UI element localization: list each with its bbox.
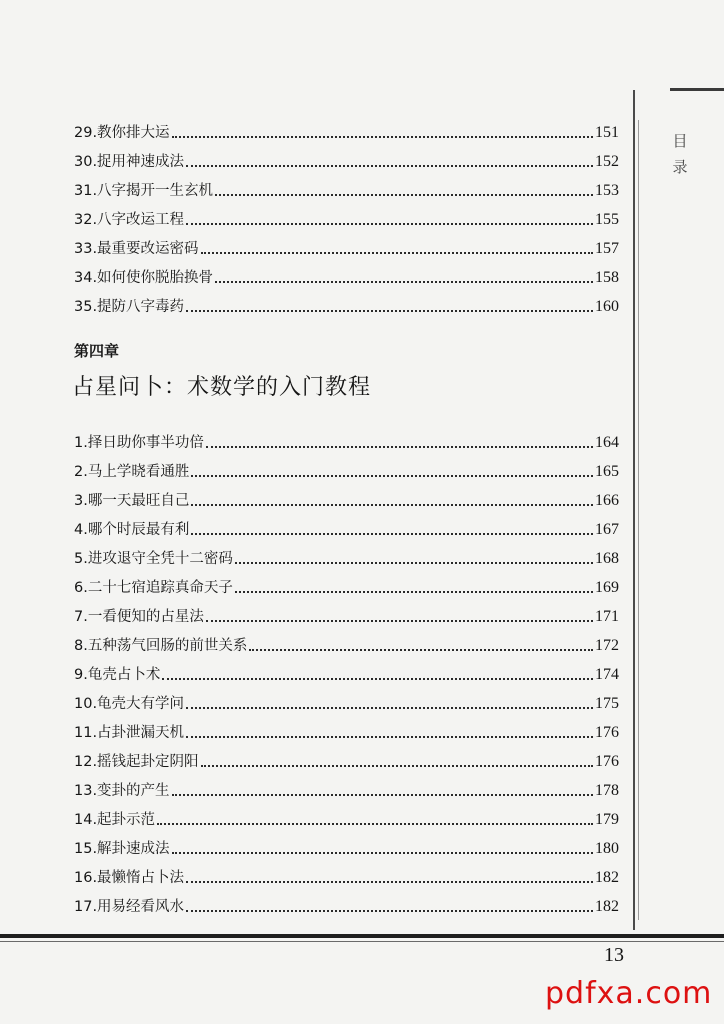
toc-entry-page: 155 — [595, 211, 619, 228]
toc-entry-page: 160 — [595, 298, 619, 315]
dot-leader — [172, 135, 593, 138]
toc-entry — [74, 830, 619, 859]
toc-entry — [74, 230, 619, 259]
toc-entry-title: 14.起卦示范 — [74, 812, 156, 828]
margin-rule-thin — [638, 120, 639, 920]
toc-entry-page: 167 — [595, 521, 619, 538]
toc-entry — [74, 453, 619, 482]
toc-entry — [74, 685, 619, 714]
toc-entry-page: 157 — [595, 240, 619, 257]
toc-entry — [74, 172, 619, 201]
footer-rule-thin — [0, 941, 724, 942]
toc-entry — [74, 859, 619, 888]
toc-entry-title: 6.二十七宿追踪真命天子 — [74, 580, 233, 596]
toc-list-chapter-4 — [74, 424, 619, 917]
toc-entry-page: 171 — [595, 608, 619, 625]
margin-rule — [633, 90, 635, 930]
side-label-char-1: 目 — [672, 132, 688, 150]
side-section-label — [670, 128, 690, 180]
toc-entry-page: 151 — [595, 124, 619, 141]
toc-entry-page: 165 — [595, 463, 619, 480]
dot-leader — [186, 309, 593, 312]
chapter-title: 占星问卜：术数学的入门教程 — [72, 375, 372, 400]
toc-entry-page: 180 — [595, 840, 619, 857]
dot-leader — [186, 880, 593, 883]
dot-leader — [191, 474, 593, 477]
toc-entry-title: 13.变卦的产生 — [74, 783, 170, 799]
dot-leader — [186, 909, 593, 912]
toc-entry-title: 5.进攻退守全凭十二密码 — [74, 551, 233, 567]
dot-leader — [172, 793, 593, 796]
toc-entry-page: 166 — [595, 492, 619, 509]
toc-entry — [74, 482, 619, 511]
toc-entry-page: 176 — [595, 724, 619, 741]
toc-entry — [74, 114, 619, 143]
dot-leader — [186, 706, 593, 709]
toc-entry — [74, 288, 619, 317]
toc-entry-page: 153 — [595, 182, 619, 199]
dot-leader — [186, 164, 593, 167]
dot-leader — [206, 445, 593, 448]
toc-entry-page: 169 — [595, 579, 619, 596]
toc-entry-page: 174 — [595, 666, 619, 683]
toc-entry-title: 4.哪个时辰最有利 — [74, 522, 190, 538]
toc-entry — [74, 772, 619, 801]
dot-leader — [249, 648, 593, 651]
toc-entry — [74, 143, 619, 172]
footer-rule — [0, 934, 724, 938]
toc-entry-title: 1.择日助你事半功倍 — [74, 435, 204, 451]
toc-entry — [74, 511, 619, 540]
toc-entry-title: 9.龟壳占卜术 — [74, 667, 161, 683]
toc-entry-title: 3.哪一天最旺自己 — [74, 493, 190, 509]
toc-entry-title: 16.最懒惰占卜法 — [74, 870, 185, 886]
dot-leader — [186, 222, 593, 225]
dot-leader — [235, 561, 593, 564]
corner-rule — [670, 88, 724, 91]
side-label-char-2: 录 — [672, 158, 688, 176]
toc-entry-title: 33.最重要改运密码 — [74, 241, 199, 257]
toc-entry-title: 10.龟壳大有学问 — [74, 696, 185, 712]
toc-entry-page: 182 — [595, 898, 619, 915]
toc-entry-page: 179 — [595, 811, 619, 828]
toc-entry-title: 11.占卦泄漏天机 — [74, 725, 185, 741]
dot-leader — [191, 532, 593, 535]
toc-entry-page: 175 — [595, 695, 619, 712]
toc-entry-title: 2.马上学晓看通胜 — [74, 464, 190, 480]
toc-entry — [74, 743, 619, 772]
toc-entry-page: 182 — [595, 869, 619, 886]
toc-entry-title: 7.一看便知的占星法 — [74, 609, 204, 625]
toc-entry — [74, 424, 619, 453]
dot-leader — [215, 193, 593, 196]
toc-entry-title: 34.如何使你脱胎换骨 — [74, 270, 214, 286]
toc-entry-title: 17.用易经看风水 — [74, 899, 185, 915]
toc-entry — [74, 656, 619, 685]
dot-leader — [235, 590, 593, 593]
toc-entry-title: 8.五种荡气回肠的前世关系 — [74, 638, 248, 654]
toc-entry-page: 176 — [595, 753, 619, 770]
dot-leader — [191, 503, 593, 506]
dot-leader — [157, 822, 593, 825]
toc-entry-title: 30.捉用神速成法 — [74, 154, 185, 170]
toc-entry — [74, 201, 619, 230]
toc-entry — [74, 259, 619, 288]
toc-entry-page: 158 — [595, 269, 619, 286]
toc-entry-title: 12.摇钱起卦定阴阳 — [74, 754, 199, 770]
dot-leader — [172, 851, 593, 854]
dot-leader — [201, 251, 593, 254]
dot-leader — [186, 735, 593, 738]
dot-leader — [206, 619, 593, 622]
toc-entry — [74, 888, 619, 917]
toc-entry-title: 31.八字揭开一生玄机 — [74, 183, 214, 199]
toc-entry-title: 32.八字改运工程 — [74, 212, 185, 228]
toc-entry-page: 152 — [595, 153, 619, 170]
chapter-label: 第四章 — [74, 342, 120, 360]
toc-entry-title: 15.解卦速成法 — [74, 841, 170, 857]
dot-leader — [162, 677, 593, 680]
toc-entry-page: 178 — [595, 782, 619, 799]
toc-entry — [74, 801, 619, 830]
toc-entry-title: 29.教你排大运 — [74, 125, 170, 141]
toc-entry — [74, 569, 619, 598]
toc-entry — [74, 714, 619, 743]
page-number: 13 — [604, 944, 624, 966]
toc-entry-page: 164 — [595, 434, 619, 451]
toc-entry-title: 35.提防八字毒药 — [74, 299, 185, 315]
toc-list-continued — [74, 114, 619, 317]
dot-leader — [215, 280, 593, 283]
toc-entry-page: 172 — [595, 637, 619, 654]
toc-entry — [74, 627, 619, 656]
toc-entry-page: 168 — [595, 550, 619, 567]
toc-entry — [74, 540, 619, 569]
toc-entry — [74, 598, 619, 627]
watermark: pdfxa.com — [545, 976, 713, 1011]
dot-leader — [201, 764, 593, 767]
